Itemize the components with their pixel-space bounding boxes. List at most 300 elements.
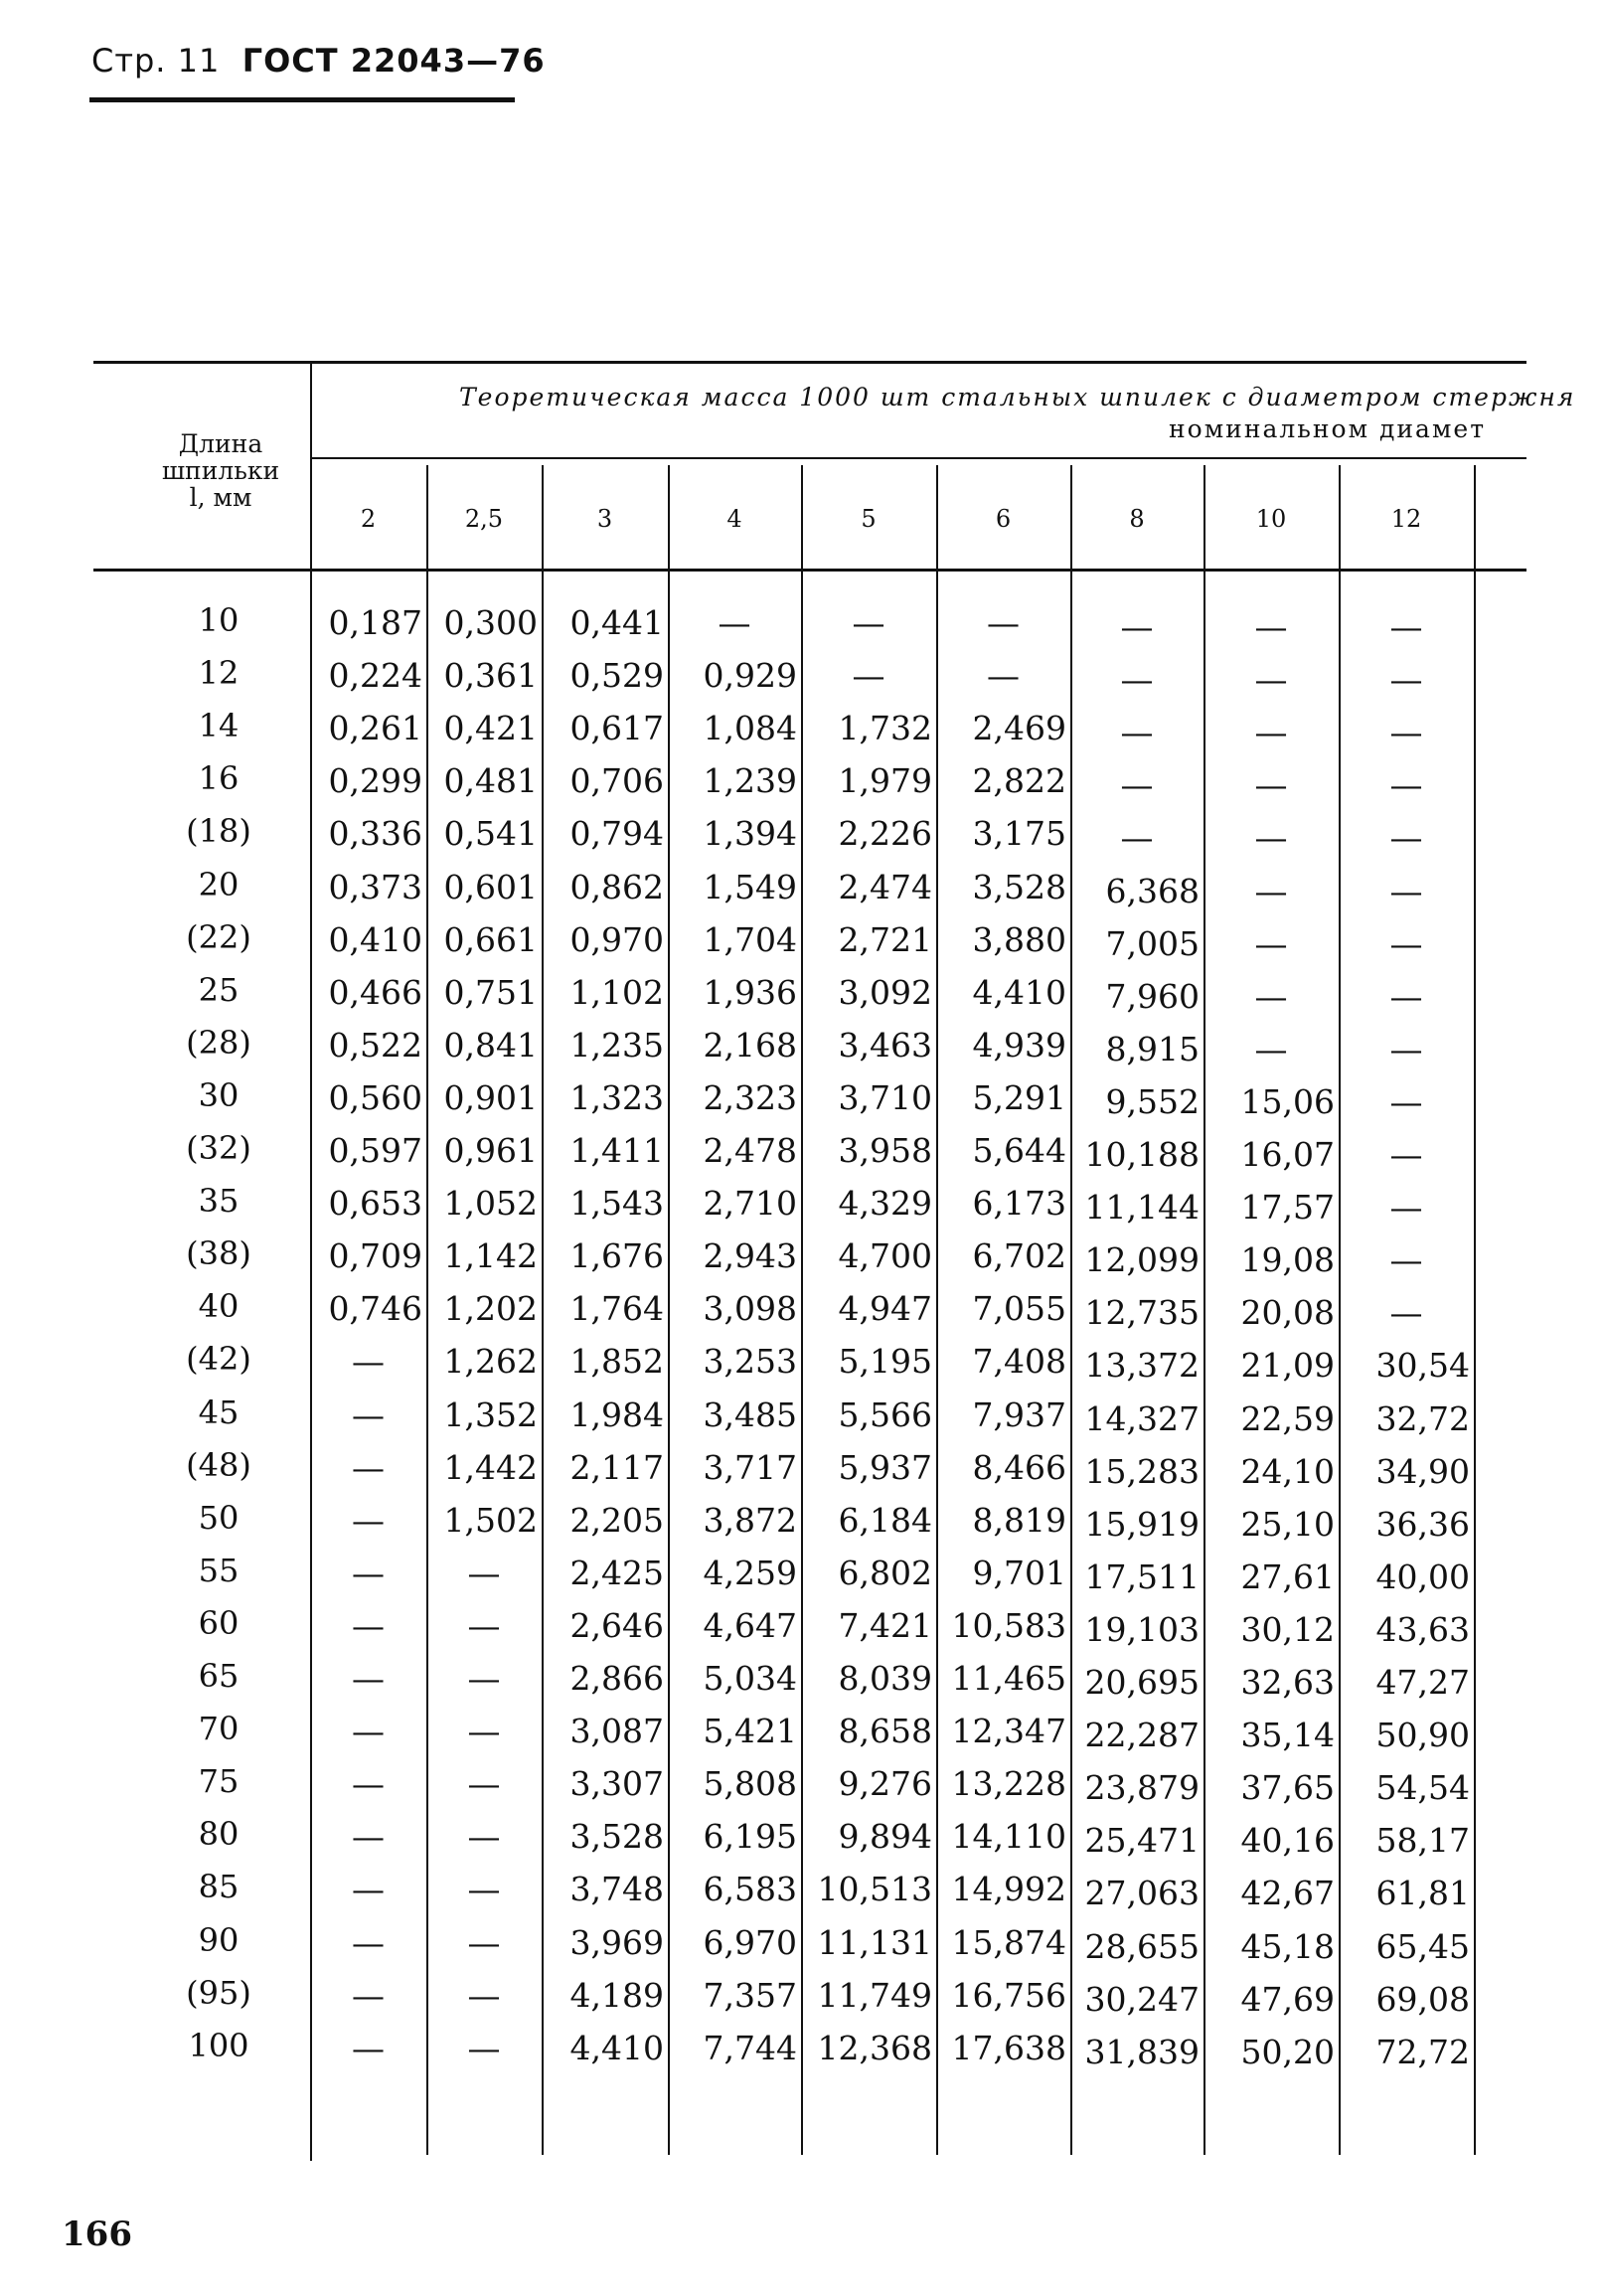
- diameter-header-cell: 2,5: [464, 505, 504, 533]
- mass-cell: 2,710: [703, 1184, 797, 1224]
- empty-mass-cell: —: [1389, 1240, 1423, 1280]
- mass-cell: 15,283: [1084, 1451, 1200, 1491]
- length-cell: 100: [188, 2026, 249, 2064]
- mass-cell: 1,442: [443, 1447, 538, 1487]
- mass-cell: 0,410: [328, 919, 422, 959]
- mass-cell: 3,087: [569, 1712, 664, 1751]
- mass-cell: 2,205: [569, 1500, 664, 1540]
- mass-cell: 1,704: [703, 919, 797, 959]
- mass-cell: 1,732: [838, 709, 932, 748]
- mass-cell: 0,560: [328, 1077, 422, 1117]
- mass-cell: 0,361: [443, 656, 538, 696]
- mass-cell: 2,425: [569, 1553, 664, 1592]
- diameter-header-cell: 3: [596, 505, 613, 533]
- mass-cell: 0,421: [443, 709, 538, 748]
- mass-cell: 0,373: [328, 867, 422, 906]
- empty-mass-cell: —: [1389, 660, 1423, 700]
- mass-cell: 47,27: [1375, 1663, 1470, 1702]
- mass-cell: 6,368: [1105, 871, 1200, 910]
- length-cell: (42): [186, 1340, 251, 1379]
- length-cell: (28): [186, 1023, 251, 1062]
- mass-cell: 1,352: [443, 1394, 538, 1434]
- length-cell: 55: [198, 1551, 240, 1589]
- empty-mass-cell: —: [467, 2028, 501, 2067]
- empty-mass-cell: —: [1254, 607, 1288, 646]
- mass-cell: 3,098: [703, 1289, 797, 1329]
- diameter-header-cell: 5: [861, 505, 877, 533]
- mass-cell: 1,084: [703, 709, 797, 748]
- mass-cell: 2,866: [569, 1659, 664, 1698]
- mass-cell: 19,08: [1240, 1240, 1335, 1280]
- mass-cell: 0,224: [328, 656, 422, 696]
- mass-cell: 0,653: [328, 1184, 422, 1224]
- mass-cell: 0,709: [328, 1236, 422, 1276]
- empty-mass-cell: —: [1254, 660, 1288, 700]
- mass-cell: 45,18: [1240, 1926, 1335, 1966]
- mass-cell: 3,092: [838, 972, 932, 1012]
- mass-cell: 0,529: [569, 656, 664, 696]
- empty-mass-cell: —: [352, 1605, 385, 1645]
- mass-cell: 0,300: [443, 603, 538, 642]
- empty-mass-cell: —: [1389, 1293, 1423, 1333]
- mass-cell: 3,528: [569, 1817, 664, 1857]
- empty-mass-cell: —: [467, 1605, 501, 1645]
- mass-cell: 25,10: [1240, 1504, 1335, 1544]
- mass-cell: 27,61: [1240, 1557, 1335, 1596]
- column-divider: [1474, 465, 1476, 2155]
- mass-cell: 3,872: [703, 1500, 797, 1540]
- column-divider: [1204, 465, 1205, 2155]
- empty-mass-cell: —: [852, 603, 885, 642]
- mass-cell: 4,939: [972, 1025, 1066, 1065]
- mass-cell: 2,168: [703, 1025, 797, 1065]
- mass-cell: 0,541: [443, 814, 538, 854]
- empty-mass-cell: —: [467, 1553, 501, 1592]
- empty-mass-cell: —: [467, 1870, 501, 1909]
- title-rule: [310, 457, 1526, 459]
- mass-cell: 1,936: [703, 972, 797, 1012]
- mass-cell: 1,394: [703, 814, 797, 854]
- mass-cell: 12,735: [1084, 1293, 1200, 1333]
- mass-cell: 20,08: [1240, 1293, 1335, 1333]
- length-cell: 40: [198, 1287, 240, 1326]
- mass-cell: 12,347: [951, 1712, 1066, 1751]
- mass-cell: 0,929: [703, 656, 797, 696]
- length-cell: (22): [186, 917, 251, 956]
- empty-mass-cell: —: [1120, 607, 1154, 646]
- mass-cell: 30,54: [1375, 1346, 1470, 1386]
- mass-cell: 4,647: [703, 1605, 797, 1645]
- mass-cell: 65,45: [1375, 1926, 1470, 1966]
- mass-cell: 8,039: [838, 1659, 932, 1698]
- mass-cell: 2,721: [838, 919, 932, 959]
- empty-mass-cell: —: [1389, 923, 1423, 963]
- empty-mass-cell: —: [1120, 660, 1154, 700]
- mass-cell: 50,20: [1240, 2032, 1335, 2071]
- mass-cell: 9,276: [838, 1764, 932, 1804]
- empty-mass-cell: —: [718, 603, 751, 642]
- mass-cell: 1,543: [569, 1184, 664, 1224]
- mass-cell: 61,81: [1375, 1874, 1470, 1913]
- mass-cell: 3,463: [838, 1025, 932, 1065]
- empty-mass-cell: —: [467, 1712, 501, 1751]
- mass-cell: 3,969: [569, 1922, 664, 1962]
- empty-mass-cell: —: [352, 1712, 385, 1751]
- mass-cell: 40,00: [1375, 1557, 1470, 1596]
- empty-mass-cell: —: [352, 1342, 385, 1382]
- empty-mass-cell: —: [1254, 1029, 1288, 1068]
- empty-mass-cell: —: [1389, 713, 1423, 752]
- mass-cell: 20,695: [1084, 1663, 1200, 1702]
- length-cell: 70: [198, 1710, 240, 1748]
- length-cell: (18): [186, 812, 251, 851]
- length-cell: 30: [198, 1075, 240, 1114]
- empty-mass-cell: —: [352, 1817, 385, 1857]
- mass-cell: 1,676: [569, 1236, 664, 1276]
- length-cell: (48): [186, 1445, 251, 1484]
- mass-cell: 3,307: [569, 1764, 664, 1804]
- length-cell: 45: [198, 1393, 240, 1431]
- mass-cell: 3,748: [569, 1870, 664, 1909]
- mass-cell: 30,247: [1084, 1979, 1200, 2019]
- mass-cell: 0,597: [328, 1131, 422, 1170]
- mass-cell: 2,226: [838, 814, 932, 854]
- empty-mass-cell: —: [352, 2028, 385, 2067]
- length-cell: 10: [198, 601, 240, 639]
- mass-cell: 21,09: [1240, 1346, 1335, 1386]
- mass-cell: 0,336: [328, 814, 422, 854]
- mass-cell: 8,658: [838, 1712, 932, 1751]
- empty-mass-cell: —: [1389, 765, 1423, 805]
- length-cell: (32): [186, 1129, 251, 1167]
- mass-cell: 27,063: [1084, 1874, 1200, 1913]
- mass-cell: 36,36: [1375, 1504, 1470, 1544]
- mass-cell: 1,262: [443, 1342, 538, 1382]
- mass-cell: 0,901: [443, 1077, 538, 1117]
- mass-cell: 0,794: [569, 814, 664, 854]
- mass-cell: 12,368: [817, 2028, 932, 2067]
- length-header-line2: шпильки: [161, 456, 280, 485]
- mass-cell: 5,421: [703, 1712, 797, 1751]
- mass-cell: 0,841: [443, 1025, 538, 1065]
- mass-cell: 0,862: [569, 867, 664, 906]
- column-divider: [936, 465, 938, 2155]
- mass-cell: 1,764: [569, 1289, 664, 1329]
- mass-cell: 6,583: [703, 1870, 797, 1909]
- mass-cell: 4,947: [838, 1289, 932, 1329]
- mass-cell: 3,528: [972, 867, 1066, 906]
- mass-cell: 2,646: [569, 1605, 664, 1645]
- empty-mass-cell: —: [852, 656, 885, 696]
- mass-cell: 31,839: [1084, 2032, 1200, 2071]
- mass-cell: 1,102: [569, 972, 664, 1012]
- mass-cell: 10,583: [951, 1605, 1066, 1645]
- empty-mass-cell: —: [352, 1500, 385, 1540]
- table-top-rule: [93, 361, 1526, 364]
- mass-cell: 37,65: [1240, 1768, 1335, 1808]
- mass-cell: 1,984: [569, 1394, 664, 1434]
- mass-cell: 2,474: [838, 867, 932, 906]
- mass-cell: 6,702: [972, 1236, 1066, 1276]
- empty-mass-cell: —: [1254, 765, 1288, 805]
- mass-cell: 14,992: [951, 1870, 1066, 1909]
- empty-mass-cell: —: [1120, 818, 1154, 858]
- length-column-divider: [310, 364, 312, 2161]
- column-divider: [668, 465, 670, 2155]
- empty-mass-cell: —: [1254, 976, 1288, 1016]
- diameter-header-cell: 4: [726, 505, 742, 533]
- mass-cell: 1,979: [838, 761, 932, 801]
- length-cell: 90: [198, 1920, 240, 1959]
- column-divider: [1339, 465, 1341, 2155]
- mass-cell: 4,700: [838, 1236, 932, 1276]
- length-cell: 35: [198, 1182, 240, 1221]
- page-label: Стр. 11: [91, 42, 221, 80]
- mass-cell: 0,441: [569, 603, 664, 642]
- length-header: [121, 430, 320, 511]
- mass-cell: 1,502: [443, 1500, 538, 1540]
- empty-mass-cell: —: [987, 603, 1020, 642]
- mass-cell: 3,880: [972, 919, 1066, 959]
- mass-cell: 8,819: [972, 1500, 1066, 1540]
- empty-mass-cell: —: [1254, 713, 1288, 752]
- mass-cell: 14,327: [1084, 1398, 1200, 1438]
- mass-cell: 6,195: [703, 1817, 797, 1857]
- empty-mass-cell: —: [1389, 871, 1423, 910]
- header-rule: [89, 97, 515, 102]
- mass-cell: 2,478: [703, 1131, 797, 1170]
- length-cell: 25: [198, 970, 240, 1009]
- table-title-line2: номинальном диамет: [1169, 414, 1487, 443]
- length-cell: 60: [198, 1603, 240, 1642]
- mass-cell: 1,142: [443, 1236, 538, 1276]
- mass-cell: 0,617: [569, 709, 664, 748]
- mass-cell: 15,874: [951, 1922, 1066, 1962]
- length-cell: (95): [186, 1973, 251, 2012]
- mass-cell: 5,644: [972, 1131, 1066, 1170]
- mass-cell: 58,17: [1375, 1821, 1470, 1861]
- mass-cell: 12,099: [1084, 1240, 1200, 1280]
- mass-cell: 16,07: [1240, 1135, 1335, 1174]
- mass-cell: 3,253: [703, 1342, 797, 1382]
- mass-cell: 40,16: [1240, 1821, 1335, 1861]
- empty-mass-cell: —: [352, 1447, 385, 1487]
- mass-cell: 13,228: [951, 1764, 1066, 1804]
- mass-cell: 7,357: [703, 1975, 797, 2015]
- mass-cell: 6,802: [838, 1553, 932, 1592]
- empty-mass-cell: —: [467, 1922, 501, 1962]
- mass-cell: 0,746: [328, 1289, 422, 1329]
- mass-cell: 69,08: [1375, 1979, 1470, 2019]
- empty-mass-cell: —: [467, 1817, 501, 1857]
- mass-cell: 2,469: [972, 709, 1066, 748]
- mass-cell: 72,72: [1375, 2032, 1470, 2071]
- length-cell: 85: [198, 1868, 240, 1906]
- mass-cell: 22,59: [1240, 1398, 1335, 1438]
- mass-cell: 0,522: [328, 1025, 422, 1065]
- empty-mass-cell: —: [1120, 713, 1154, 752]
- mass-cell: 10,513: [817, 1870, 932, 1909]
- empty-mass-cell: —: [352, 1553, 385, 1592]
- mass-cell: 47,69: [1240, 1979, 1335, 2019]
- mass-cell: 2,117: [569, 1447, 664, 1487]
- empty-mass-cell: —: [1254, 923, 1288, 963]
- mass-cell: 9,894: [838, 1817, 932, 1857]
- mass-cell: 17,57: [1240, 1188, 1335, 1228]
- mass-cell: 5,291: [972, 1077, 1066, 1117]
- mass-cell: 1,239: [703, 761, 797, 801]
- mass-cell: 4,329: [838, 1184, 932, 1224]
- diameter-header-cell: 6: [995, 505, 1012, 533]
- mass-cell: 3,175: [972, 814, 1066, 854]
- diameter-header-cell: 10: [1255, 505, 1287, 533]
- mass-cell: 43,63: [1375, 1609, 1470, 1649]
- mass-cell: 42,67: [1240, 1874, 1335, 1913]
- length-cell: 14: [198, 707, 240, 745]
- mass-cell: 5,566: [838, 1394, 932, 1434]
- mass-cell: 17,511: [1084, 1557, 1200, 1596]
- mass-cell: 3,958: [838, 1131, 932, 1170]
- mass-cell: 16,756: [951, 1975, 1066, 2015]
- mass-cell: 7,055: [972, 1289, 1066, 1329]
- mass-cell: 1,235: [569, 1025, 664, 1065]
- page-header: [91, 42, 546, 80]
- head-bottom-rule: [93, 569, 1526, 572]
- mass-cell: 9,701: [972, 1553, 1066, 1592]
- mass-cell: 35,14: [1240, 1716, 1335, 1755]
- mass-cell: 11,465: [951, 1659, 1066, 1698]
- table-title-line1: Теоретическая масса 1000 шт стальных шпилек с диаметром стержня: [459, 383, 1576, 411]
- mass-cell: 0,261: [328, 709, 422, 748]
- mass-cell: 3,485: [703, 1394, 797, 1434]
- mass-cell: 2,943: [703, 1236, 797, 1276]
- mass-cell: 0,961: [443, 1131, 538, 1170]
- length-cell: 50: [198, 1498, 240, 1537]
- mass-cell: 1,052: [443, 1184, 538, 1224]
- mass-cell: 28,655: [1084, 1926, 1200, 1966]
- mass-cell: 7,960: [1105, 976, 1200, 1016]
- diameter-header-cell: 8: [1129, 505, 1145, 533]
- page-number: 166: [62, 2214, 132, 2254]
- mass-cell: 11,749: [817, 1975, 932, 2015]
- mass-cell: 1,852: [569, 1342, 664, 1382]
- mass-cell: 1,411: [569, 1131, 664, 1170]
- mass-cell: 5,937: [838, 1447, 932, 1487]
- mass-cell: 30,12: [1240, 1609, 1335, 1649]
- column-divider: [801, 465, 803, 2155]
- length-header-line1: Длина: [178, 429, 263, 458]
- empty-mass-cell: —: [1389, 1188, 1423, 1228]
- empty-mass-cell: —: [987, 656, 1020, 696]
- mass-cell: 8,466: [972, 1447, 1066, 1487]
- mass-cell: 7,744: [703, 2028, 797, 2067]
- mass-cell: 1,202: [443, 1289, 538, 1329]
- mass-cell: 2,323: [703, 1077, 797, 1117]
- diameter-header-cell: 2: [360, 505, 377, 533]
- empty-mass-cell: —: [1389, 976, 1423, 1016]
- empty-mass-cell: —: [1254, 871, 1288, 910]
- mass-cell: 4,410: [569, 2028, 664, 2067]
- empty-mass-cell: —: [1389, 818, 1423, 858]
- mass-cell: 17,638: [951, 2028, 1066, 2067]
- mass-cell: 0,466: [328, 972, 422, 1012]
- mass-cell: 25,471: [1084, 1821, 1200, 1861]
- mass-cell: 0,706: [569, 761, 664, 801]
- length-cell: 75: [198, 1762, 240, 1801]
- diameter-header-cell: 12: [1390, 505, 1422, 533]
- mass-cell: 4,259: [703, 1553, 797, 1592]
- mass-cell: 9,552: [1105, 1081, 1200, 1121]
- column-divider: [1070, 465, 1072, 2155]
- mass-cell: 6,970: [703, 1922, 797, 1962]
- empty-mass-cell: —: [352, 1870, 385, 1909]
- mass-cell: 0,751: [443, 972, 538, 1012]
- mass-cell: 54,54: [1375, 1768, 1470, 1808]
- mass-cell: 0,661: [443, 919, 538, 959]
- mass-cell: 14,110: [951, 1817, 1066, 1857]
- empty-mass-cell: —: [467, 1659, 501, 1698]
- mass-cell: 19,103: [1084, 1609, 1200, 1649]
- empty-mass-cell: —: [467, 1975, 501, 2015]
- mass-cell: 3,717: [703, 1447, 797, 1487]
- length-cell: 80: [198, 1815, 240, 1854]
- mass-cell: 8,915: [1105, 1029, 1200, 1068]
- mass-cell: 4,410: [972, 972, 1066, 1012]
- mass-cell: 13,372: [1084, 1346, 1200, 1386]
- empty-mass-cell: —: [467, 1764, 501, 1804]
- column-divider: [426, 465, 428, 2155]
- mass-cell: 10,188: [1084, 1135, 1200, 1174]
- column-divider: [542, 465, 544, 2155]
- mass-cell: 15,06: [1240, 1081, 1335, 1121]
- mass-cell: 24,10: [1240, 1451, 1335, 1491]
- mass-cell: 2,822: [972, 761, 1066, 801]
- mass-cell: 34,90: [1375, 1451, 1470, 1491]
- mass-cell: 5,034: [703, 1659, 797, 1698]
- mass-cell: 1,549: [703, 867, 797, 906]
- length-cell: 12: [198, 654, 240, 693]
- mass-cell: 0,970: [569, 919, 664, 959]
- mass-cell: 32,72: [1375, 1398, 1470, 1438]
- mass-cell: 5,808: [703, 1764, 797, 1804]
- empty-mass-cell: —: [1389, 1029, 1423, 1068]
- empty-mass-cell: —: [1120, 765, 1154, 805]
- mass-cell: 0,299: [328, 761, 422, 801]
- mass-cell: 32,63: [1240, 1663, 1335, 1702]
- mass-cell: 7,408: [972, 1342, 1066, 1382]
- length-cell: 20: [198, 865, 240, 903]
- empty-mass-cell: —: [1389, 607, 1423, 646]
- mass-cell: 6,173: [972, 1184, 1066, 1224]
- length-header-line3: l, мм: [189, 483, 252, 512]
- mass-cell: 11,131: [817, 1922, 932, 1962]
- empty-mass-cell: —: [352, 1394, 385, 1434]
- mass-cell: 0,601: [443, 867, 538, 906]
- empty-mass-cell: —: [352, 1922, 385, 1962]
- mass-cell: 6,184: [838, 1500, 932, 1540]
- empty-mass-cell: —: [1254, 818, 1288, 858]
- mass-cell: 50,90: [1375, 1716, 1470, 1755]
- mass-cell: 3,710: [838, 1077, 932, 1117]
- empty-mass-cell: —: [352, 1659, 385, 1698]
- mass-cell: 23,879: [1084, 1768, 1200, 1808]
- mass-cell: 7,005: [1105, 923, 1200, 963]
- mass-cell: 7,937: [972, 1394, 1066, 1434]
- mass-cell: 0,481: [443, 761, 538, 801]
- mass-cell: 22,287: [1084, 1716, 1200, 1755]
- mass-cell: 1,323: [569, 1077, 664, 1117]
- length-cell: 65: [198, 1657, 240, 1695]
